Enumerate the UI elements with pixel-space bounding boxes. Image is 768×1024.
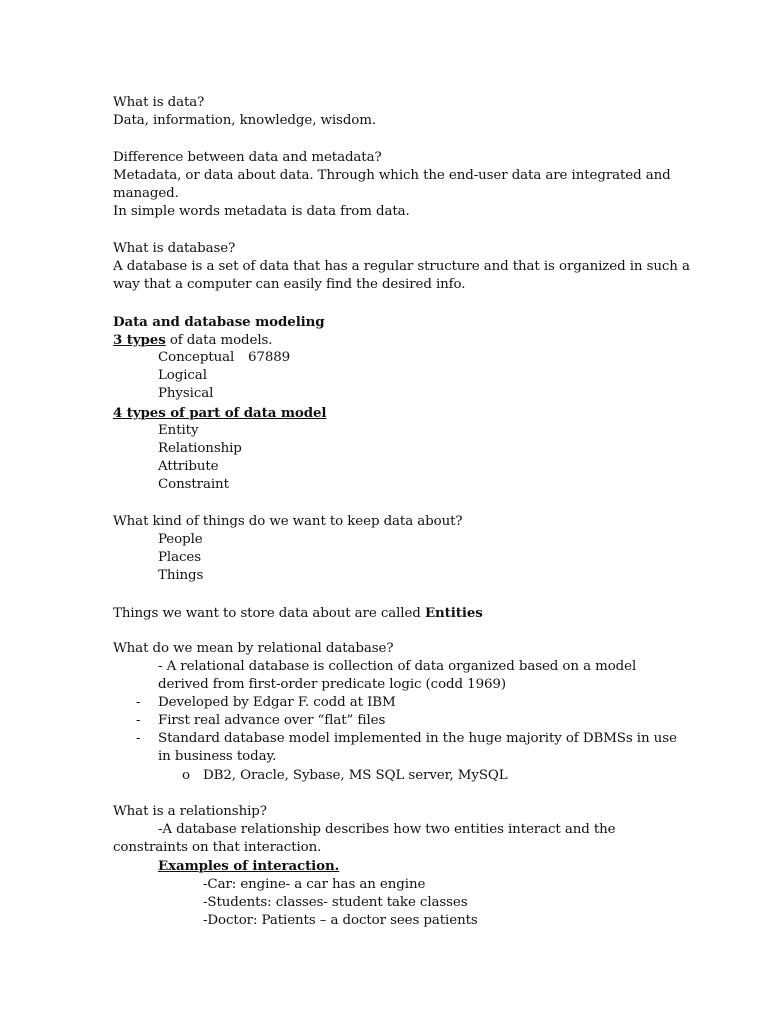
question-database: What is database?: [113, 241, 236, 256]
answer-metadata-line-2: managed.: [113, 186, 179, 201]
relational-definition-line-1: - A relational database is collection of data organized based on a model: [158, 659, 637, 674]
question-what-is-data: What is data?: [113, 95, 205, 110]
example-1: -Car: engine- a car has an engine: [203, 877, 426, 892]
relational-definition-line-2: derived from first-order predicate logic (codd 1969): [158, 677, 506, 692]
model-conceptual-number: 67889: [248, 350, 291, 365]
question-relational-database: What do we mean by relational database?: [113, 641, 394, 656]
heading-data-modeling: Data and database modeling: [113, 314, 325, 330]
heading-examples-of-interaction: Examples of interaction.: [158, 858, 340, 874]
part-relationship: Relationship: [158, 441, 242, 456]
types-rest: of data models.: [165, 333, 273, 348]
entities-bold: Entities: [424, 605, 483, 621]
model-conceptual-label: Conceptual: [158, 350, 235, 365]
dash-marker: -: [136, 713, 141, 728]
relational-bullet-1-text: Developed by Edgar F. codd at IBM: [158, 695, 396, 710]
question-things: What kind of things do we want to keep data about?: [113, 514, 463, 529]
relational-bullet-3-text: Standard database model implemented in the huge majority of DBMSs in use: [158, 731, 677, 746]
example-3: -Doctor: Patients – a doctor sees patients: [203, 913, 478, 928]
thing-people: People: [158, 532, 203, 547]
part-attribute: Attribute: [158, 459, 219, 474]
thing-things: Things: [158, 568, 204, 583]
relationship-definition-line-2: constraints on that interaction.: [113, 840, 322, 855]
answer-metadata-line-1: Metadata, or data about data. Through which the end-user data are integrated and: [113, 168, 671, 183]
thing-places: Places: [158, 550, 201, 565]
circle-bullet-marker: o: [182, 768, 190, 783]
types-of-data-models: [113, 331, 272, 350]
answer-metadata-line-3: In simple words metadata is data from data.: [113, 204, 410, 219]
entities-text: Things we want to store data about are called: [113, 606, 425, 621]
relational-sub-bullet-text: DB2, Oracle, Sybase, MS SQL server, MySQL: [203, 768, 508, 783]
entities-statement: [113, 604, 483, 623]
part-constraint: Constraint: [158, 477, 229, 492]
model-logical: Logical: [158, 368, 207, 383]
part-entity: Entity: [158, 423, 199, 438]
dash-marker: -: [136, 695, 141, 710]
answer-database-line-2: way that a computer can easily find the desired info.: [113, 277, 466, 292]
answer-database-line-1: A database is a set of data that has a regular structure and that is organized in such a: [113, 259, 690, 274]
model-conceptual: [158, 349, 290, 367]
example-2: -Students: classes- student take classes: [203, 895, 468, 910]
relational-bullet-2-text: First real advance over “flat” files: [158, 713, 386, 728]
question-relationship: What is a relationship?: [113, 804, 267, 819]
heading-parts-of-data-model: 4 types of part of data model: [113, 405, 327, 421]
answer-what-is-data: Data, information, knowledge, wisdom.: [113, 113, 377, 128]
model-physical: Physical: [158, 386, 214, 401]
relationship-definition-line-1: -A database relationship describes how two entities interact and the: [158, 822, 616, 837]
question-metadata: Difference between data and metadata?: [113, 150, 382, 165]
relational-bullet-3-continuation: in business today.: [158, 749, 277, 764]
dash-marker: -: [136, 731, 141, 746]
types-label: 3 types: [113, 332, 166, 348]
